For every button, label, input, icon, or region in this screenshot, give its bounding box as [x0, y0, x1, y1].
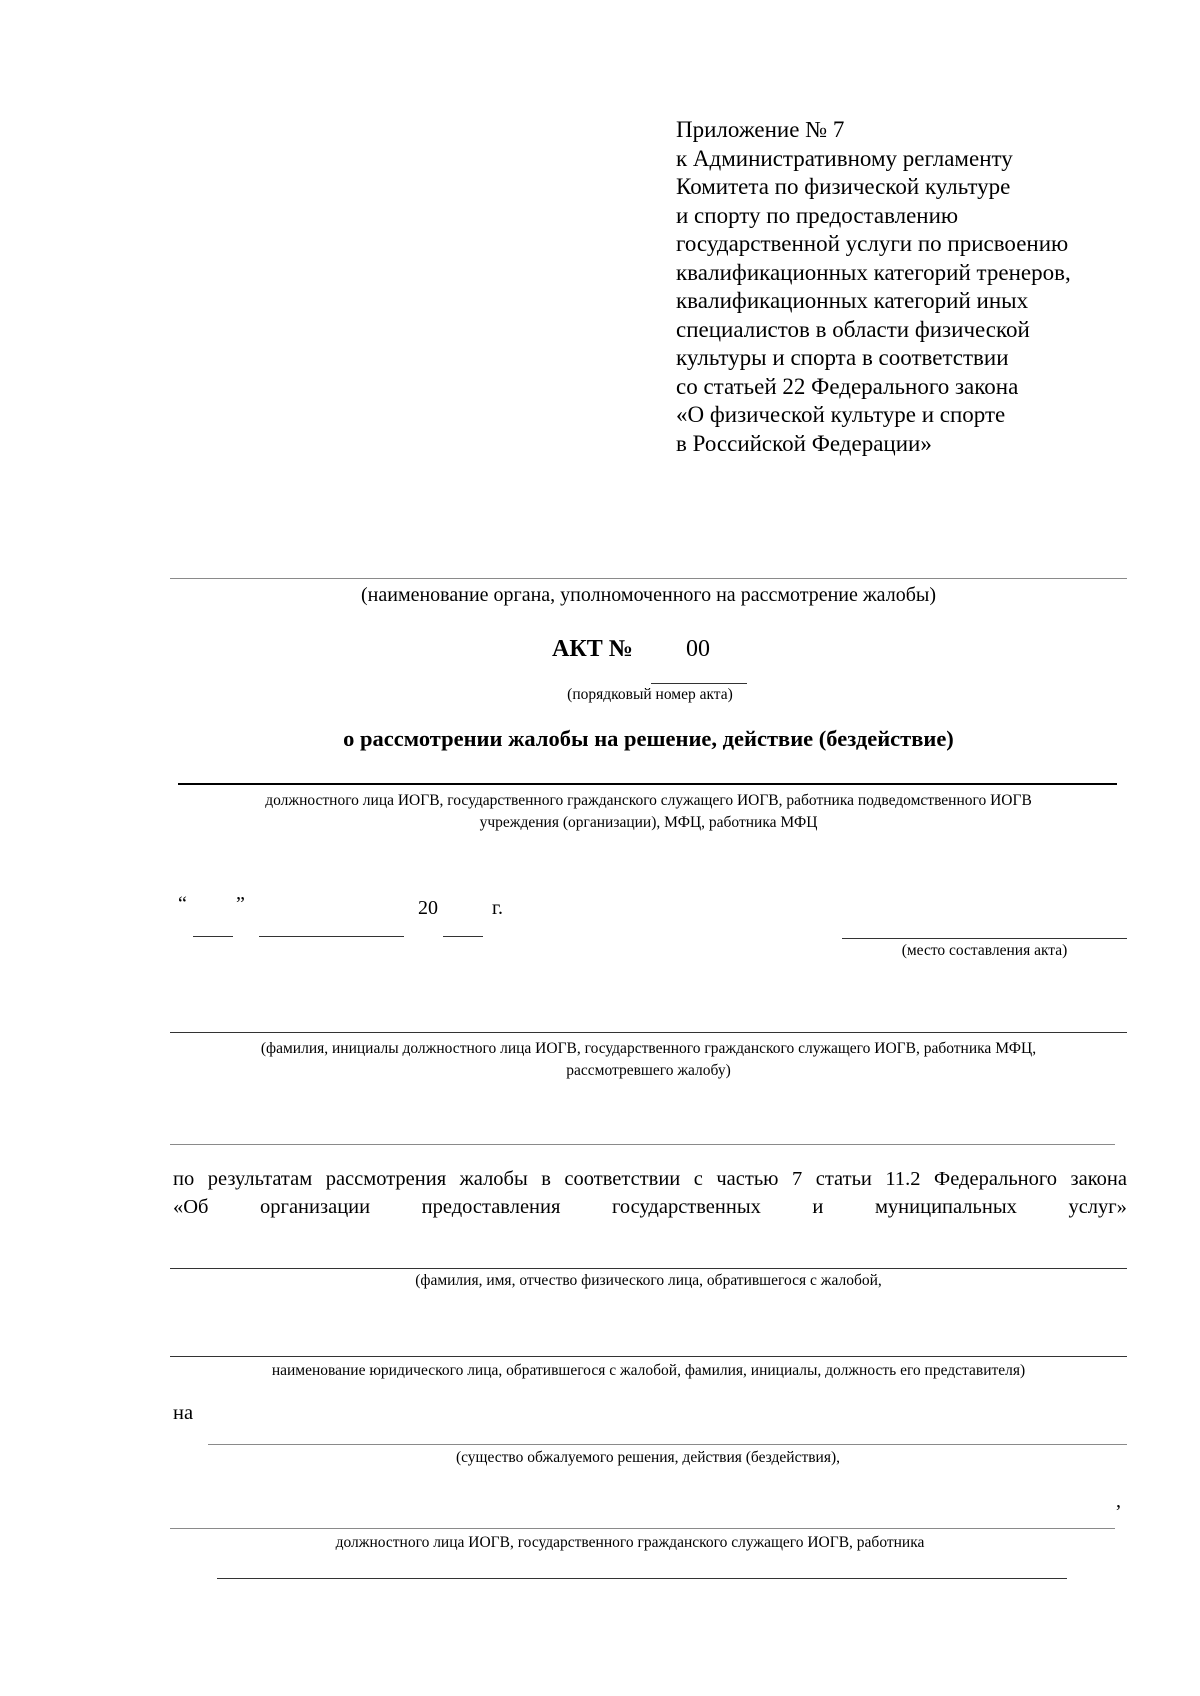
results-word: государственных: [611, 1196, 761, 1218]
official-caption-line: учреждения (организации), МФЦ, работника МФЦ: [479, 814, 818, 831]
appendix-line: Приложение № 7: [676, 117, 845, 142]
place-caption: (место составления акта): [901, 942, 1068, 959]
appendix-block: [676, 116, 1071, 458]
continuation-line[interactable]: [170, 1528, 1115, 1529]
appendix-line: государственной услуги по присвоению: [676, 231, 1069, 256]
organ-name-caption: (наименование органа, уполномоченного на рассмотрение жалобы): [361, 584, 936, 606]
act-number[interactable]: 00: [686, 636, 710, 662]
on-label: на: [173, 1402, 194, 1424]
official-caption-2: должностного лица ИОГВ, государственного гражданского служащего ИОГВ, работника: [335, 1534, 925, 1551]
results-word: муниципальных: [874, 1196, 1017, 1218]
bottom-line[interactable]: [217, 1578, 1067, 1579]
appendix-line: и спорту по предоставлению: [676, 202, 959, 228]
essence-caption: (существо обжалуемого решения, действия (бездействия),: [455, 1449, 841, 1466]
appendix-line: квалификационных категорий иных: [676, 288, 1029, 313]
essence-line[interactable]: [208, 1444, 1127, 1445]
appendix-line: квалификационных категорий тренеров,: [676, 259, 1071, 285]
results-line-2: [173, 1196, 1127, 1219]
results-word: «Об: [173, 1196, 209, 1218]
reviewer-extra-line[interactable]: [170, 1144, 1115, 1145]
reviewer-caption-line: рассмотревшего жалобу): [566, 1062, 731, 1079]
appendix-line: «О физической культуре и спорте: [676, 402, 1006, 427]
organ-name-line[interactable]: [170, 578, 1127, 579]
results-word: предоставления: [421, 1196, 561, 1218]
appendix-line: в Российской Федерации»: [676, 430, 932, 456]
reviewer-line[interactable]: [170, 1032, 1127, 1033]
results-word: услуг»: [1068, 1196, 1127, 1218]
reviewer-caption-line: (фамилия, инициалы должностного лица ИОГВ, государственного гражданского служащего ИОГВ, работника МФЦ,: [260, 1040, 1037, 1057]
date-year-suffix: г.: [492, 897, 503, 919]
act-number-line: [651, 683, 747, 684]
reviewer-caption: [170, 1038, 1127, 1082]
appendix-line: со статьей 22 Федерального закона: [676, 373, 1019, 399]
subject-title: о рассмотрении жалобы на решение, действие (бездействие): [343, 726, 954, 751]
appendix-line: специалистов в области физической: [676, 316, 1030, 342]
legal-entity-caption: наименование юридического лица, обратившегося с жалобой, фамилия, инициалы, должность его представителя): [271, 1362, 1026, 1379]
results-word: и: [812, 1196, 824, 1218]
official-caption-line: должностного лица ИОГВ, государственного гражданского служащего ИОГВ, работника подведомственного ИОГВ: [265, 792, 1032, 809]
date-year-prefix: 20: [418, 897, 438, 919]
legal-entity-line[interactable]: [170, 1356, 1127, 1357]
date-year-field[interactable]: [443, 936, 483, 937]
official-line[interactable]: [178, 783, 1117, 785]
act-label: АКТ №: [552, 636, 633, 662]
date-quote-open: “: [178, 893, 187, 915]
place-line[interactable]: [842, 938, 1127, 939]
appendix-line: культуры и спорта в соответствии: [676, 345, 1009, 370]
date-day-field[interactable]: [193, 936, 233, 937]
act-number-caption: (порядковый номер акта): [567, 686, 733, 703]
appendix-line: Комитета по физической культуре: [676, 174, 1011, 199]
applicant-line[interactable]: [170, 1268, 1127, 1269]
date-month-field[interactable]: [259, 936, 404, 937]
applicant-caption: (фамилия, имя, отчество физического лица, обратившегося с жалобой,: [415, 1272, 882, 1289]
official-caption: [170, 790, 1127, 834]
date-quote-close: ”: [236, 893, 245, 915]
comma-mark: ,: [1116, 1490, 1121, 1512]
results-word: организации: [260, 1196, 371, 1218]
results-line-1: по результатам рассмотрения жалобы в соответствии с частью 7 статьи 11.2 Федерального закона: [173, 1168, 1127, 1190]
appendix-line: к Административному регламенту: [676, 145, 1013, 171]
